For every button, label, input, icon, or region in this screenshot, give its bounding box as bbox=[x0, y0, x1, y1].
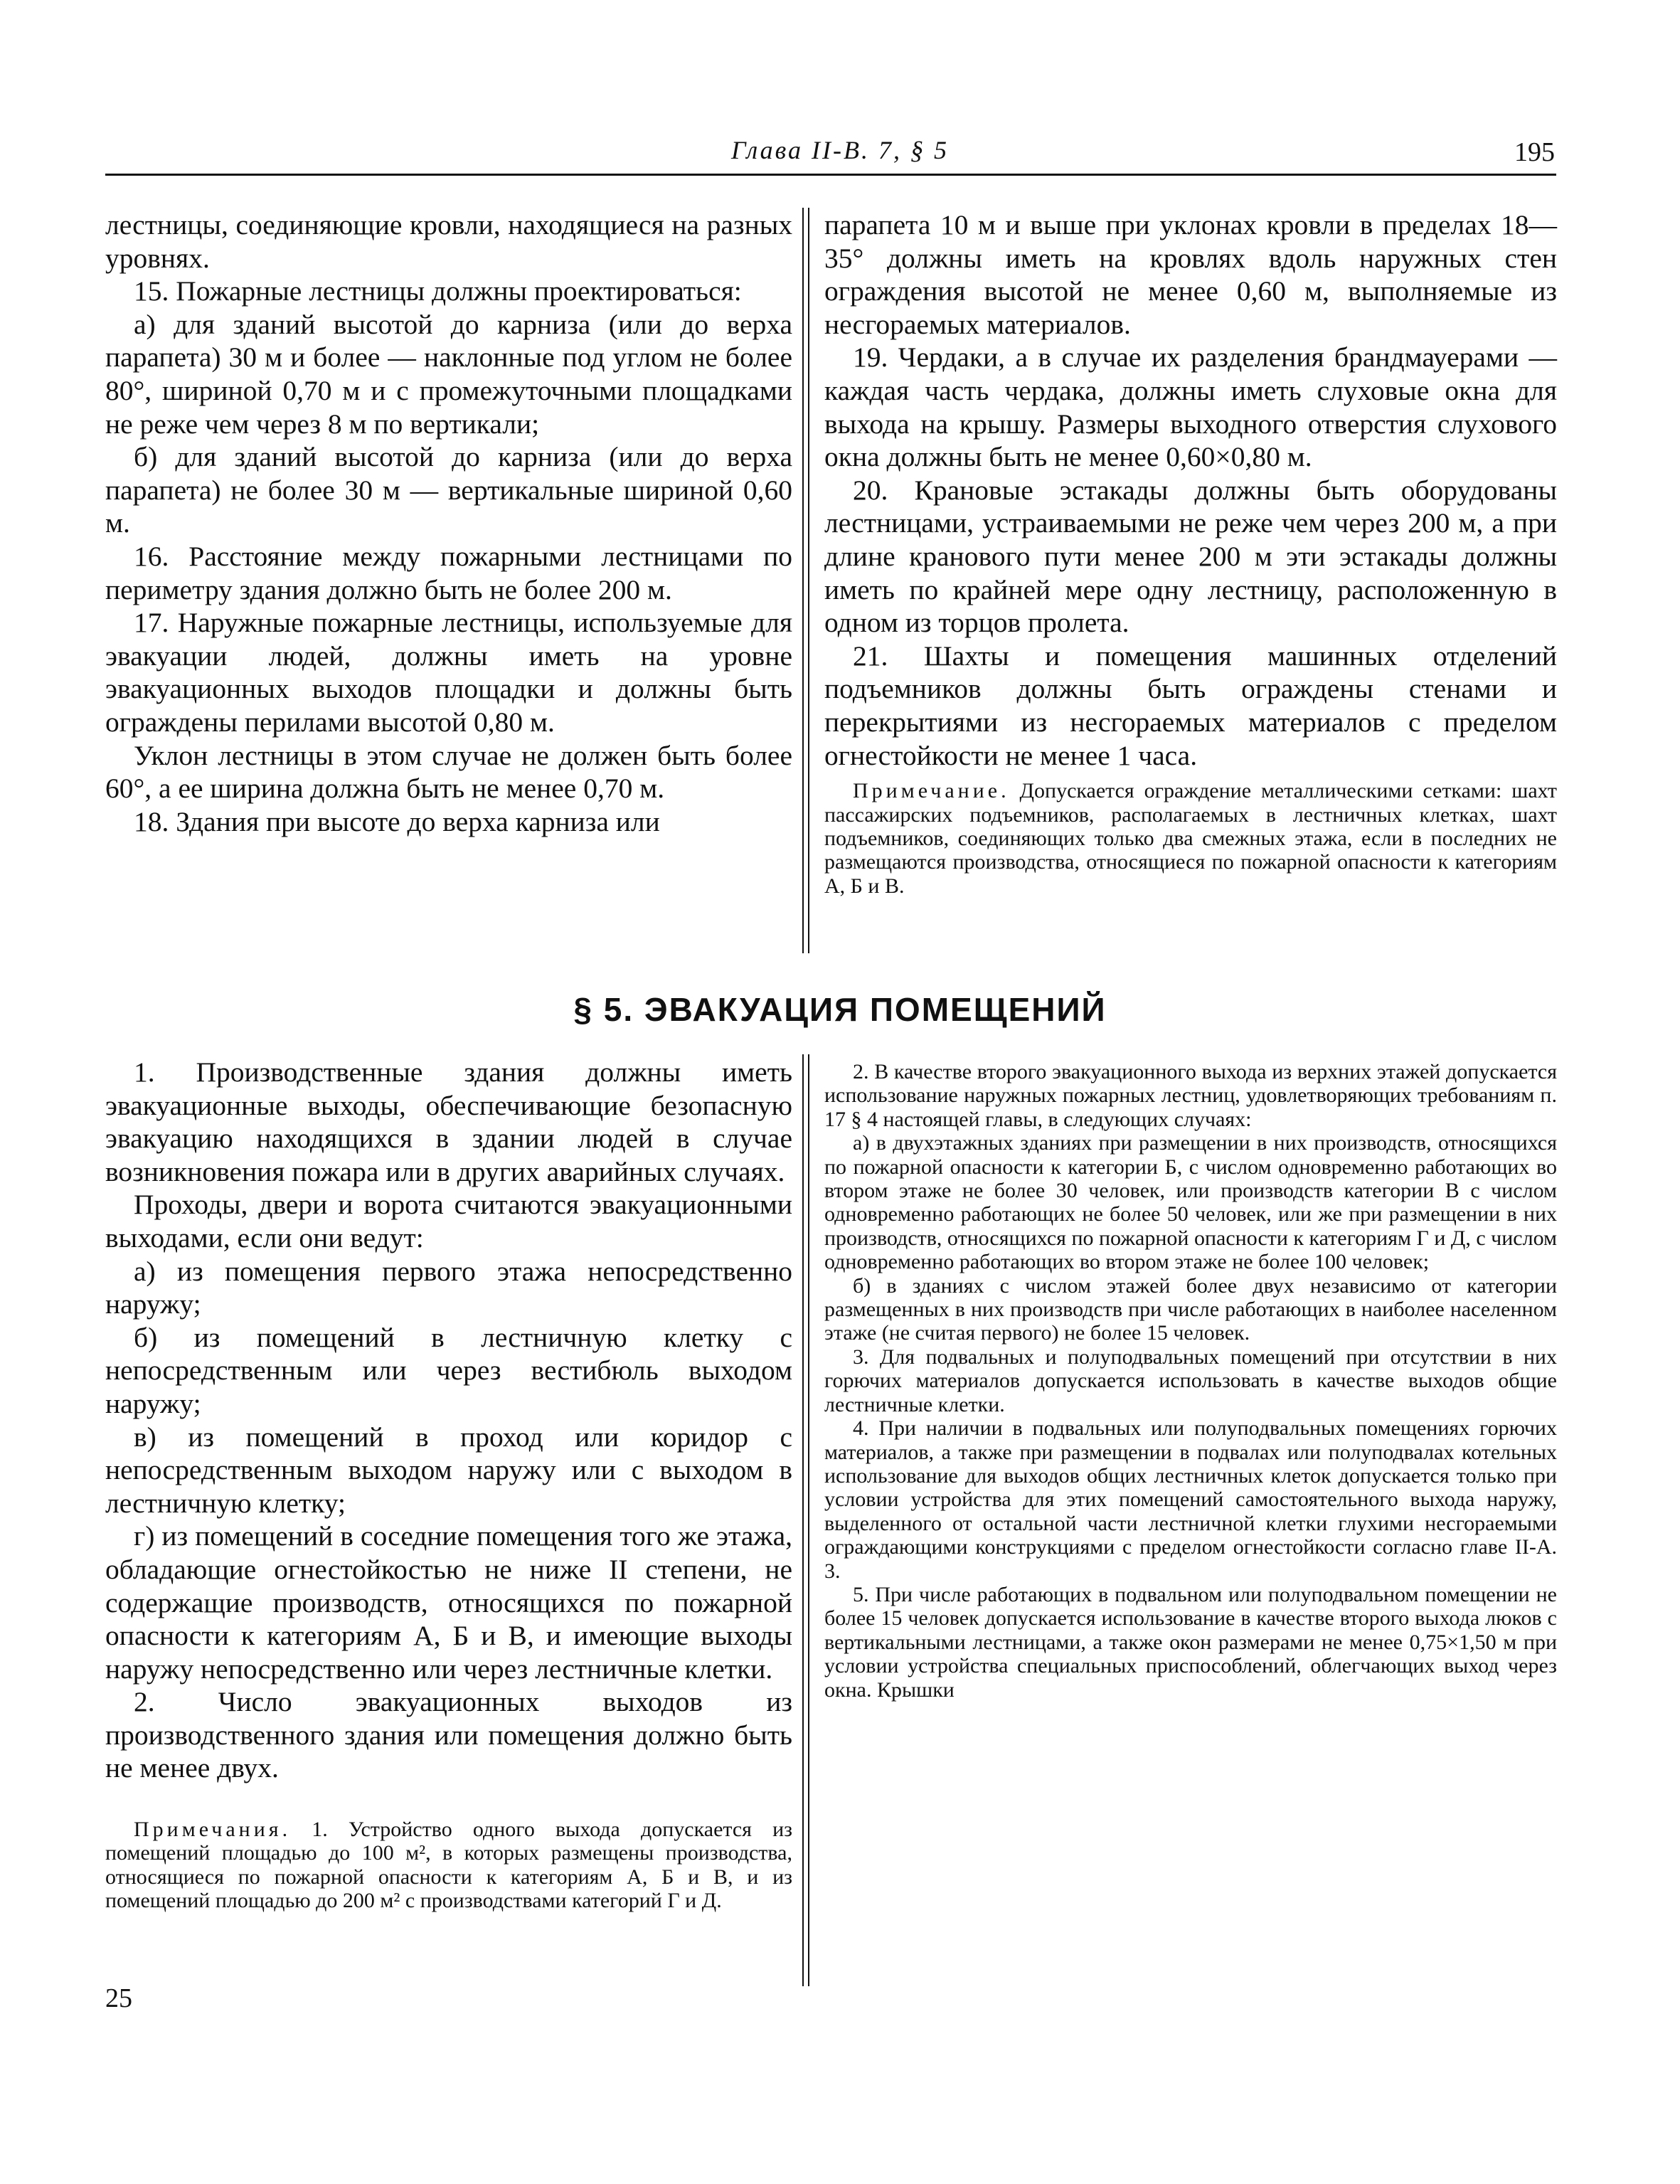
note-3: 3. Для подвальных и полуподвальных помещений при отсутствии в них горючих материалов допускается использовать в качестве выходов общие лестничные клетки. bbox=[824, 1345, 1557, 1416]
paragraph-15b: б) для зданий высотой до карниза (или до верха парапета) не более 30 м — вертикальные шириной 0,60 м. bbox=[105, 441, 792, 539]
bottom-right-column bbox=[824, 1060, 1557, 1702]
paragraph-18: 18. Здания при высоте до верха карниза или bbox=[134, 805, 660, 837]
notes-text: 1. Устройство одного выхода допускается из помещений площадью до 100 м², в которых размещены производства, относящиеся по пожарной опасности к категориям А, Б и В, и из помещений площадью до 200 м² с производствами категорий Г и Д. bbox=[105, 1818, 792, 1913]
column-divider-top bbox=[802, 208, 809, 953]
note-5: 5. При числе работающих в подвальном или полуподвальном помещении не более 15 человек допускается использование в качестве второго выхода люков с вертикальными лестницами, а также окон размерами не менее 0,75×1,50 м при условии устройства специальных приспособлений, облегчающих выход через окна. Крышки bbox=[824, 1582, 1557, 1702]
paragraph-1b: б) из помещений в лестничную клетку с непосредственным или через вестибюль выходом наружу; bbox=[105, 1321, 792, 1419]
note-4: 4. При наличии в подвальных или полуподвальных помещениях горючих материалов, а также при размещении в подвалах или полуподвалах котельных использование для выходов общих лестничных клеток допускается только при условии устройства для этих помещений самостоятельного выхода наружу, выделенного от остальной части лестничной клетки глухими несгораемыми ограждающими конструкциями с пределом огнестойкости согласно главе II-А. 3. bbox=[824, 1416, 1557, 1583]
note-text: Допускается ограждение металлическими сетками: шахт пассажирских подъемников, располагаемых в лестничных клетках, шахт подъемников, соединяющих только два смежных этажа, если в последних не размещаются производства, относящиеся по пожарной опасности к категориям А, Б и В. bbox=[824, 779, 1557, 898]
signature-mark: 25 bbox=[105, 1983, 132, 2013]
bottom-left-column bbox=[105, 1056, 792, 1913]
note-block bbox=[824, 779, 1557, 898]
paragraph-20: 20. Крановые эстакады должны быть оборудованы лестницами, устраиваемыми не реже чем через 200 м, а при длине кранового пути менее 200 м эти эстакады должны иметь по крайней мере одну лестницу, расположенную в одном из торцов пролета. bbox=[824, 474, 1557, 639]
paragraph-17-slope: Уклон лестницы в этом случае не должен быть более 60°, а ее ширина должна быть не менее 0,70 м. bbox=[105, 739, 792, 805]
paragraph-15a: а) для зданий высотой до карниза (или до верха парапета) 30 м и более — наклонные под углом не более 80°, шириной 0,70 м и с промежуточными площадками не реже чем через 8 м по вертикали; bbox=[105, 308, 792, 440]
section-title: § 5. ЭВАКУАЦИЯ ПОМЕЩЕНИЙ bbox=[573, 991, 1107, 1028]
paragraph-2: 2. Число эвакуационных выходов из производственного здания или помещения должно быть не менее двух. bbox=[105, 1686, 792, 1784]
note-2a: а) в двухэтажных зданиях при размещении в них производств, относящихся по пожарной опасности к категории Б, с числом одновременно работающих во втором этаже не более 30 человек, или производств категории В с числом одновременно работающих не более 50 человек, или же при размещении в них производств, относящихся по пожарной опасности к категориям Г и Д, с числом одновременно работающих во втором этаже не более 100 человек; bbox=[824, 1131, 1558, 1274]
column-divider-bottom bbox=[802, 1054, 809, 1986]
paragraph-21: 21. Шахты и помещения машинных отделений подъемников должны быть ограждены стенами и перекрытиями из несгораемых материалов с пределом огнестойкости не менее 1 часа. bbox=[824, 640, 1557, 771]
paragraph-1: 1. Производственные здания должны иметь эвакуационные выходы, обеспечивающие безопасную эвакуацию находящихся в здании людей в случае возникновения пожара или в других аварийных случаях. bbox=[105, 1056, 792, 1187]
top-right-column bbox=[824, 208, 1557, 898]
paragraph-1v: в) из помещений в проход или коридор с непосредственным выходом наружу или с выходом в лестничную клетку; bbox=[105, 1421, 792, 1519]
paragraph-1g: г) из помещений в соседние помещения того же этажа, обладающие огнестойкостью не ниже II степени, не содержащие производств, относящихся по пожарной опасности к категориям А, Б и В, и имеющие выходы наружу непосредственно или через лестничные клетки. bbox=[105, 1520, 792, 1685]
page-number: 195 bbox=[1514, 137, 1555, 167]
header-rule bbox=[105, 174, 1556, 176]
notes bbox=[105, 1818, 792, 1913]
paragraph-18-continuation: парапета 10 м и выше при уклонах кровли в пределах 18—35° должны иметь на кровлях вдоль наружных стен ограждения высотой не менее 0,60 м, выполняемые из несгораемых материалов. bbox=[824, 209, 1557, 340]
paragraph-1-exits: Проходы, двери и ворота считаются эвакуационными выходами, если они ведут: bbox=[105, 1189, 792, 1253]
notes-label: Примечания. bbox=[134, 1818, 292, 1842]
note-2b: б) в зданиях с числом этажей более двух независимо от категории размещенных в них производств при числе работающих в наиболее населенном этаже (не считая первого) не более 15 человек. bbox=[824, 1273, 1557, 1345]
paragraph-17: 17. Наружные пожарные лестницы, используемые для эвакуации людей, должны иметь на уровне эвакуационных выходов площадки и должны быть ограждены перилами высотой 0,80 м. bbox=[105, 607, 792, 738]
top-left-column bbox=[105, 208, 792, 838]
paragraph-14-continuation: лестницы, соединяющие кровли, находящиеся на разных уровнях. bbox=[105, 209, 792, 274]
paragraph-16: 16. Расстояние между пожарными лестницами по периметру здания должно быть не более 200 м. bbox=[105, 540, 792, 605]
chapter-reference: Глава II-В. 7, § 5 bbox=[730, 136, 950, 164]
notes-block bbox=[105, 1818, 792, 1913]
paragraph-1a: а) из помещения первого этажа непосредственно наружу; bbox=[105, 1255, 792, 1320]
paragraph-15: 15. Пожарные лестницы должны проектироваться: bbox=[134, 275, 742, 307]
note-2: 2. В качестве второго эвакуационного выхода из верхних этажей допускается использование наружных пожарных лестниц, удовлетворяющих требованиям п. 17 § 4 настоящей главы, в следующих случаях: bbox=[824, 1060, 1557, 1131]
paragraph-19: 19. Чердаки, а в случае их разделения брандмауерами — каждая часть чердака, должны иметь слуховые окна для выхода на крышу. Размеры выходного отверстия слухового окна должны быть не менее 0,60×0,80 м. bbox=[824, 341, 1557, 473]
note bbox=[824, 779, 1557, 898]
note-label: Примечание. bbox=[853, 779, 1010, 803]
